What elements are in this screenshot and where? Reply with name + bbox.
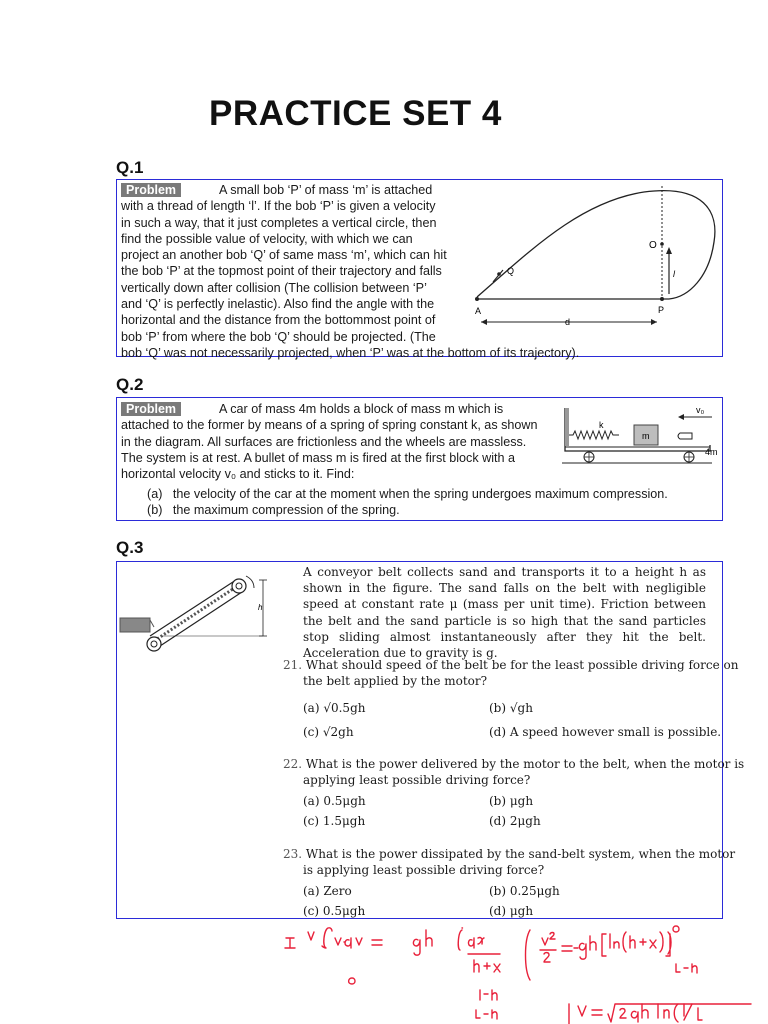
q1-dim-arrow-left — [481, 319, 487, 325]
q2-line: attached to the former by means of a spring of spring constant k, as shown — [121, 418, 538, 433]
q1-arrowhead-up — [666, 247, 672, 254]
q2-box — [116, 397, 723, 521]
q2-part-text: the maximum compression of the spring. — [172, 503, 400, 517]
q3-paragraph: A conveyor belt collects sand and transports it to a height h as shown in the figure. The sand falls on the belt with negligible speed at constant rate μ (mass per unit time). Friction between the belt and the sand particle is so high that the sand particles stop sliding almost instantaneously after they hit the belt. Acceleration due to gravity is g. — [303, 565, 706, 661]
q3-label: Q.3 — [116, 538, 144, 557]
q3-sand-hopper — [120, 618, 150, 632]
q2-label-m: m — [642, 431, 650, 441]
q2-wall — [565, 408, 569, 446]
q3-option: (a) √0.5gh — [303, 701, 366, 715]
q3-pulley-top — [232, 579, 246, 593]
q2-line: The system is at rest. A bullet of mass m is fired at the first block with a — [121, 450, 516, 465]
q1-label-l: l — [673, 269, 675, 279]
q2-label: Q.2 — [116, 375, 144, 394]
q2-problem-badge: Problem — [121, 402, 181, 416]
q1-line: bob ‘P’ from where the bob ‘Q’ should be projected. (The — [121, 329, 436, 344]
q2-bullet — [678, 433, 692, 439]
q2-line: A car of mass 4m holds a block of mass m which is — [219, 402, 504, 416]
q3-conveyor-figure — [118, 570, 274, 660]
q1-line: in such a way, that it just completes a vertical circle, then — [121, 215, 437, 230]
q3-option: (a) 0.5μgh — [303, 794, 366, 808]
q2-part-a — [147, 486, 668, 502]
q1-last-line: bob ‘Q’ was not necessarily projected, when ‘P’ was at the bottom of its trajectory). — [121, 346, 580, 360]
q2-label-k: k — [599, 420, 604, 430]
q2-velocity-arrowhead — [678, 414, 684, 420]
q1-line: find the possible value of velocity, with which we can — [121, 231, 413, 246]
q3-sub-line: What is the power delivered by the motor to the belt, when the motor is — [305, 757, 745, 771]
q3-label-h: h — [258, 603, 263, 612]
q1-text — [121, 182, 459, 345]
q3-option: (d) 2μgh — [489, 814, 541, 828]
q2-part-text: the velocity of the car at the moment when the spring undergoes maximum compression. — [172, 487, 668, 501]
q1-line: project an another bob ‘Q’ of same mass ‘m’, which can hit — [121, 248, 447, 263]
q3-sub-line: applying least possible driving force? — [303, 773, 531, 788]
q3-sub-line: is applying least possible driving force? — [303, 863, 545, 878]
q3-option: (b) 0.25μgh — [489, 884, 560, 898]
q3-sub-22 — [283, 756, 744, 788]
q1-line: horizontal and the distance from the bottommost point of — [121, 313, 436, 328]
q3-belt-bottom — [157, 592, 242, 648]
q1-label-p: P — [658, 305, 665, 315]
q2-line: in the diagram. All surfaces are frictionless and the wheels are massless. — [121, 434, 527, 449]
q1-bob-q — [497, 272, 501, 276]
q2-part-b — [147, 502, 400, 518]
q3-sub-line: What should speed of the belt be for the least possible driving force on — [305, 658, 739, 672]
q3-sub-21 — [283, 657, 738, 689]
q3-option: (b) μgh — [489, 794, 534, 808]
q3-belt-inner — [154, 585, 239, 641]
q3-option: (c) 0.5μgh — [303, 904, 366, 918]
q1-line: vertically down after collision (The collision between ‘P’ — [121, 280, 427, 295]
q3-rotation-arrow — [246, 576, 254, 588]
q3-sub-number: 23. — [283, 847, 303, 861]
q3-sub-number: 21. — [283, 658, 303, 672]
q3-sub-line: What is the power dissipated by the sand-belt system, when the motor — [305, 847, 736, 861]
q1-label-d: d — [565, 317, 571, 327]
q3-option: (d) A speed however small is possible. — [489, 725, 722, 739]
q3-option: (b) √gh — [489, 701, 533, 715]
q1-dim-arrow-right — [651, 319, 657, 325]
q1-label-o: O — [649, 240, 657, 251]
q3-sub-number: 22. — [283, 757, 303, 771]
q1-label-a: A — [475, 306, 482, 316]
q1-box — [116, 179, 723, 360]
q1-bob-p — [660, 297, 664, 301]
q1-bob-a — [475, 297, 479, 301]
q3-option: (c) 1.5μgh — [303, 814, 366, 828]
q1-problem-badge: Problem — [121, 183, 181, 197]
q1-pivot-point — [660, 242, 664, 246]
q2-part-tag: (b) — [147, 503, 163, 517]
q1-line: the bob ‘P’ at the topmost point of their trajectory and falls — [121, 264, 442, 279]
q2-label-v0: v₀ — [696, 405, 705, 415]
q1-trajectory-figure — [469, 182, 721, 328]
q2-text — [121, 401, 551, 482]
q2-car-figure — [562, 403, 722, 469]
q2-part-tag: (a) — [147, 487, 163, 501]
q1-trajectory-curve — [477, 191, 715, 299]
q1-line: with a thread of length ‘l’. If the bob ‘P’ is given a velocity — [121, 199, 436, 214]
q3-sub-line: the belt applied by the motor? — [303, 674, 488, 689]
q3-option: (d) μgh — [489, 904, 534, 918]
q1-line: A small bob ‘P’ of mass ‘m’ is attached — [219, 183, 433, 197]
q1-label-q: Q — [507, 266, 515, 276]
q2-spring — [569, 431, 619, 439]
handwritten-notes — [280, 918, 768, 1024]
q1-line: and ‘Q’ is perfectly inelastic). Also find the angle with the — [121, 297, 435, 312]
q2-line: horizontal velocity v₀ and sticks to it. Find: — [121, 467, 355, 482]
page-title: PRACTICE SET 4 — [209, 94, 502, 133]
q3-pulley-bottom — [147, 637, 161, 651]
q3-sub-23 — [283, 846, 735, 878]
q2-label-car-mass: 4m — [705, 447, 718, 457]
q3-belt-top — [150, 580, 236, 636]
q3-option: (a) Zero — [303, 884, 352, 898]
q3-option: (c) √2gh — [303, 725, 354, 739]
q1-label: Q.1 — [116, 158, 144, 177]
